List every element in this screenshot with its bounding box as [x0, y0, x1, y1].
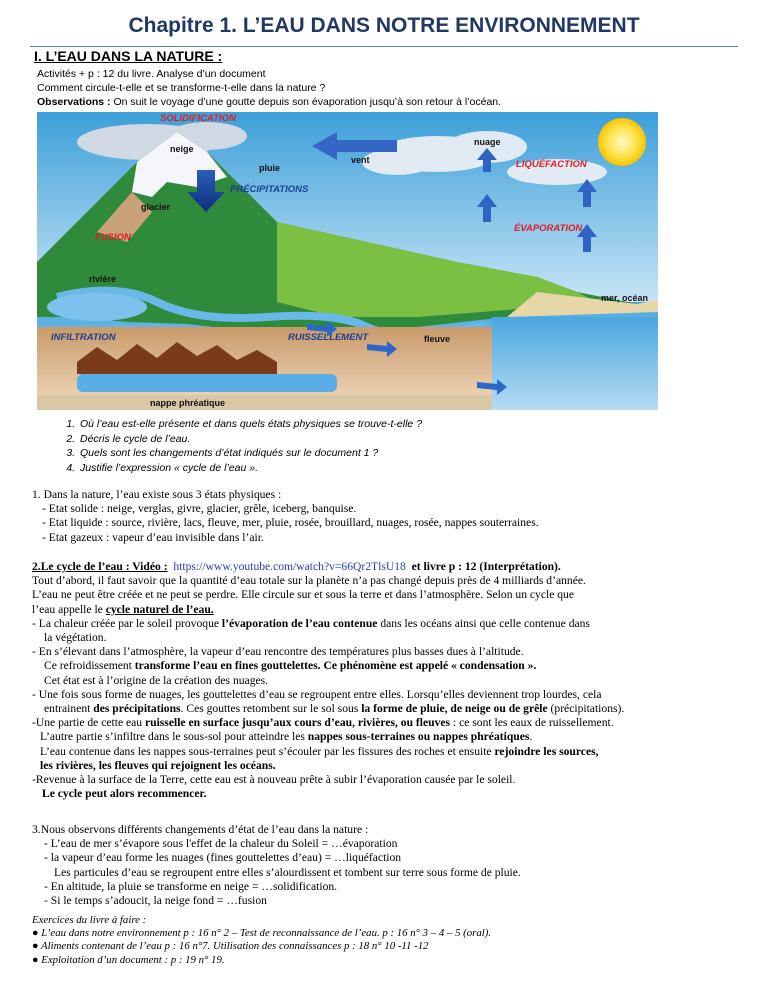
- water-cycle-illustration: [37, 112, 658, 410]
- ocean: [492, 317, 658, 410]
- section-2: [32, 560, 752, 801]
- question-item: 2. Décris le cycle de l’eau.: [78, 432, 422, 447]
- section-3-line: - Si le temps s’adoucit, la neige fond = …fusion: [44, 894, 267, 908]
- paragraph-line: L’autre partie s’infiltre dans le sous-sol pour atteindre les nappes sous-terraines ou nappes phréatiques.: [40, 730, 533, 744]
- label-solidification: SOLIDIFICATION: [160, 113, 236, 124]
- label-infiltration: INFILTRATION: [51, 332, 116, 343]
- paragraph-line: L’eau ne peut être créée et ne peut se perdre. Elle circule sur et sous la terre et dans l’atmosphère. Selon un cycle que: [32, 588, 574, 602]
- paragraph-line: - Une fois sous forme de nuages, les gouttelettes d’eau se regroupent entre elles. Lorsqu’elles deviennent trop lourdes, cela: [32, 687, 602, 701]
- guiding-question: Comment circule-t-elle et se transforme-t-elle dans la nature ?: [37, 82, 326, 94]
- observations-text: On suit le voyage d’une goutte depuis son évaporation jusqu’à son retour à l’océan.: [110, 96, 502, 108]
- answer-1-line: 1. Dans la nature, l’eau existe sous 3 états physiques :: [32, 488, 282, 501]
- label-ruissellement: RUISSELLEMENT: [288, 332, 369, 343]
- video-link[interactable]: https://www.youtube.com/watch?v=66Qr2TlsU18: [173, 560, 406, 573]
- title-divider: [30, 46, 738, 47]
- observations-label: Observations :: [37, 96, 111, 108]
- label-neige: neige: [170, 144, 194, 154]
- section-3-line: 3.Nous observons différents changements d’état de l’eau dans la nature :: [32, 823, 369, 836]
- paragraph-line: -Une partie de cette eau ruisselle en surface jusqu’aux cours d’eau, rivières, ou fleuves : ce sont les eaux de ruissellement.: [32, 716, 614, 730]
- label-evaporation: ÉVAPORATION: [514, 223, 583, 234]
- label-pluie: pluie: [259, 163, 281, 173]
- paragraph-line: la végétation.: [44, 631, 107, 645]
- answer-1-line: - Etat gazeux : vapeur d’eau invisible dans l’air.: [42, 530, 264, 544]
- exercise-item: ● Aliments contenant de l’eau p : 16 n°7. Utilisation des connaissances p : 18 n° 10 -11 -12: [32, 940, 429, 953]
- label-nappe: nappe phréatique: [150, 398, 226, 408]
- section-2-tail: et livre p : 12 (Interprétation).: [411, 560, 561, 573]
- section-heading-1: I. L’EAU DANS LA NATURE :: [34, 48, 223, 64]
- exercise-item: ● Exploitation d’un document : p : 19 n° 19.: [32, 953, 225, 966]
- paragraph-line: l’eau appelle le cycle naturel de l’eau.: [32, 602, 214, 616]
- section-2-heading-line: [32, 560, 752, 574]
- question-list: [60, 417, 422, 475]
- label-nuage: nuage: [474, 137, 501, 147]
- label-fusion: FUSION: [95, 232, 131, 243]
- water-cycle-diagram: [37, 112, 658, 410]
- activities-line: Activités + p : 12 du livre. Analyse d’un document: [37, 68, 266, 80]
- observations-line: [37, 96, 501, 109]
- paragraph-line: -Revenue à la surface de la Terre, cette eau est à nouveau prête à subir l’évaporation causée par le soleil.: [32, 773, 516, 787]
- question-item: 3. Quels sont les changements d’état indiqués sur le document 1 ?: [78, 446, 422, 461]
- section-3-line: - L’eau de mer s’évapore sous l'effet de la chaleur du Soleil = …évaporation: [44, 837, 398, 851]
- paragraph-line: - En s’élevant dans l’atmosphère, la vapeur d’eau rencontre des températures plus basses dues à l’altitude.: [32, 645, 524, 659]
- label-vent: vent: [351, 155, 370, 165]
- section-3: [32, 823, 752, 908]
- groundwater: [77, 374, 337, 392]
- section-3-line: Les particules d’eau se regroupent entre elles s’alourdissent et tombent sur terre sous forme de pluie.: [54, 865, 521, 879]
- cycle-term: cycle naturel de l’eau.: [105, 602, 214, 616]
- question-item: 4. Justifie l’expression « cycle de l’eau ».: [78, 461, 422, 476]
- paragraph-line: entrainent des précipitations. Ces gouttes retombent sur le sol sous la forme de pluie, de neige ou de grêle (précipitations).: [44, 702, 625, 716]
- label-precipitations: PRÉCIPITATIONS: [230, 184, 309, 195]
- section-2-heading: 2.Le cycle de l’eau : Vidéo :: [32, 560, 168, 573]
- section-3-line: - la vapeur d’eau forme les nuages (fines gouttelettes d’eau) = …liquéfaction: [44, 851, 402, 865]
- paragraph-line: Ce refroidissement transforme l’eau en fines gouttelettes. Ce phénomène est appelé « condensation ».: [44, 659, 537, 673]
- paragraph-line: Le cycle peut alors recommencer.: [42, 787, 207, 801]
- paragraph-line: Tout d’abord, il faut savoir que la quantité d’eau totale sur la planète n’a pas changé depuis près de 4 milliards d’année.: [32, 574, 586, 588]
- answer-1: [32, 488, 752, 545]
- page-title: Chapitre 1. L’EAU DANS NOTRE ENVIRONNEMENT: [128, 14, 640, 37]
- answer-1-line: - Etat solide : neige, verglas, givre, glacier, grêle, iceberg, banquise.: [42, 502, 357, 516]
- answer-1-line: - Etat liquide : source, rivière, lacs, fleuve, mer, pluie, rosée, brouillard, nuages, rosée, nappes souterraines.: [42, 516, 539, 530]
- paragraph-line: - La chaleur créée par le soleil provoque l’évaporation de l’eau contenue dans les océans ainsi que celle contenue dans: [32, 616, 590, 630]
- exercises-heading: Exercices du livre à faire :: [32, 914, 147, 926]
- label-mer: mer, océan: [601, 293, 649, 303]
- label-riviere: rivière: [89, 274, 117, 284]
- question-item: 1. Où l’eau est-elle présente et dans quels états physiques se trouve-t-elle ?: [78, 417, 422, 432]
- paragraph-line: les rivières, les fleuves qui rejoignent les océans.: [40, 758, 276, 772]
- label-glacier: glacier: [141, 202, 171, 212]
- paragraph-line: Cet état est à l’origine de la création des nuages.: [44, 673, 269, 687]
- label-liquefaction: LIQUÉFACTION: [516, 159, 587, 170]
- exercises: [32, 914, 491, 967]
- exercise-item: ● L’eau dans notre environnement p : 16 n° 2 – Test de reconnaissance de l’eau. p : 16 n° 3 – 4 – 5 (oral).: [32, 927, 492, 940]
- label-fleuve: fleuve: [424, 334, 451, 344]
- sun-icon: [598, 118, 646, 166]
- paragraph-line: L’eau contenue dans les nappes sous-terraines peut s’écouler par les fissures des roches et ensuite rejoindre les sources,: [40, 744, 599, 758]
- section-3-line: - En altitude, la pluie se transforme en neige = …solidification.: [44, 879, 338, 893]
